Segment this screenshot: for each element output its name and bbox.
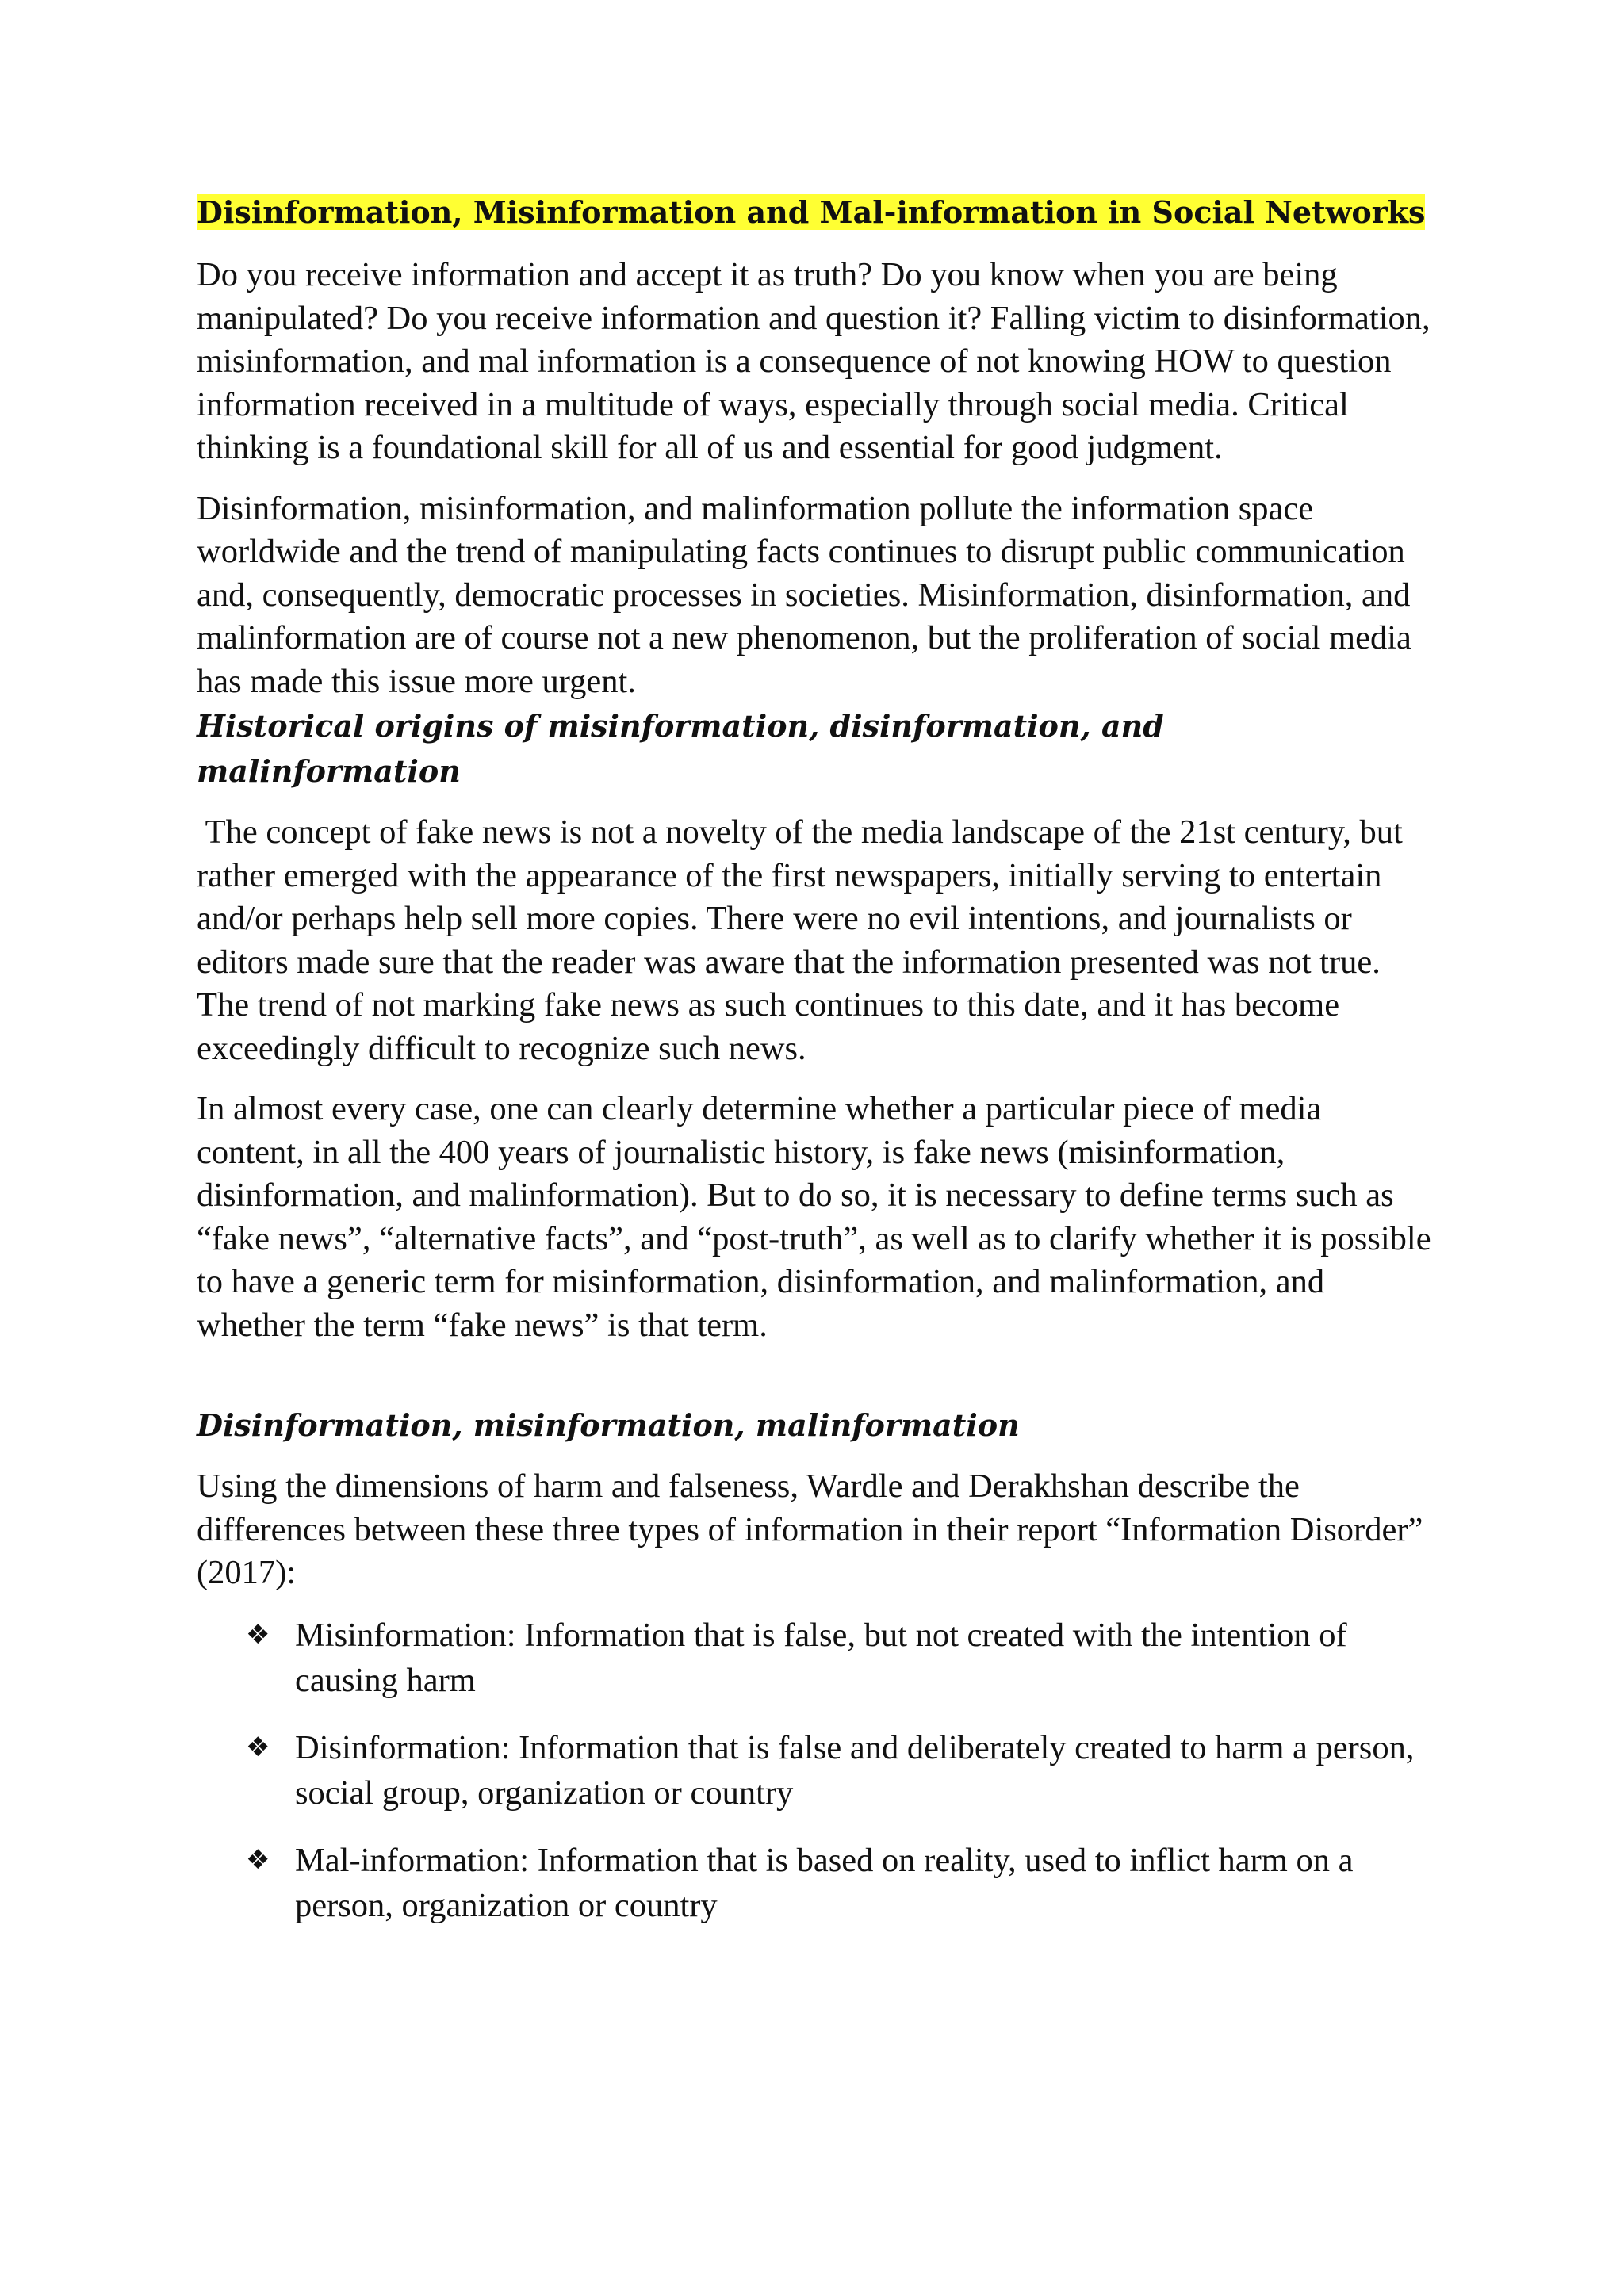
list-item [246, 1613, 1434, 1703]
definitions-list [197, 1613, 1434, 1928]
title-highlight: Disinformation, Misinformation and Mal-information in Social Networks [197, 194, 1426, 230]
list-item [246, 1725, 1434, 1816]
document-title [197, 190, 1434, 235]
diamond-bullet-icon: ❖ [246, 1731, 270, 1763]
historical-paragraph-2: In almost every case, one can clearly determine whether a particular piece of media content, in all the 400 years of journalistic history, is fake news (misinformation, disinformation, and malinformation). But to do so, it is necessary to define terms such as “fake news”, “alternative facts”, and “post-truth”, as well as to clarify whether it is possible to have a generic term for misinformation, disinformation, and malinformation, and whether the term “fake news” is that term. [197, 1090, 1431, 1344]
intro-paragraph-1: Do you receive information and accept it as truth? Do you know when you are being manipulated? Do you receive information and question it? Falling victim to disinformation, misinformation, and mal information is a consequence of not knowing HOW to question information received in a multitude of ways, especially through social media. Critical thinking is a foundational skill for all of us and essential for good judgment. [197, 256, 1431, 466]
diamond-bullet-icon: ❖ [246, 1843, 270, 1876]
definitions-intro-paragraph: Using the dimensions of harm and falseness, Wardle and Derakhshan describe the differences between these three types of information in their report “Information Disorder” (2017): [197, 1468, 1423, 1591]
historical-paragraph-1: The concept of fake news is not a novelty of the media landscape of the 21st century, but rather emerged with the appearance of the first newspapers, initially serving to entertain and/or perhaps help sell more copies. There were no evil intentions, and journalists or editors made sure that the reader was aware that the information presented was not true. The trend of not marking fake news as such continues to this date, and it has become exceedingly difficult to recognize such news. [197, 813, 1411, 1067]
section-heading-definitions: Disinformation, misinformation, malinformation [197, 1407, 1020, 1443]
list-item [246, 1838, 1434, 1928]
section-heading-historical-origins: Historical origins of misinformation, disinformation, and malinformation [197, 708, 1164, 789]
definition-disinformation: Disinformation: Information that is false and deliberately created to harm a person, social group, organization or country [295, 1728, 1415, 1812]
definition-misinformation: Misinformation: Information that is false, but not created with the intention of causing harm [295, 1616, 1347, 1699]
document-page [197, 190, 1434, 1950]
intro-paragraph-2: Disinformation, misinformation, and malinformation pollute the information space worldwide and the trend of manipulating facts continues to disrupt public communication and, consequently, democratic processes in societies. Misinformation, disinformation, and malinformation are of course not a new phenomenon, but the proliferation of social media has made this issue more urgent. [197, 489, 1411, 700]
definition-malinformation: Mal-information: Information that is based on reality, used to inflict harm on a person, organization or country [295, 1841, 1354, 1924]
diamond-bullet-icon: ❖ [246, 1618, 270, 1651]
